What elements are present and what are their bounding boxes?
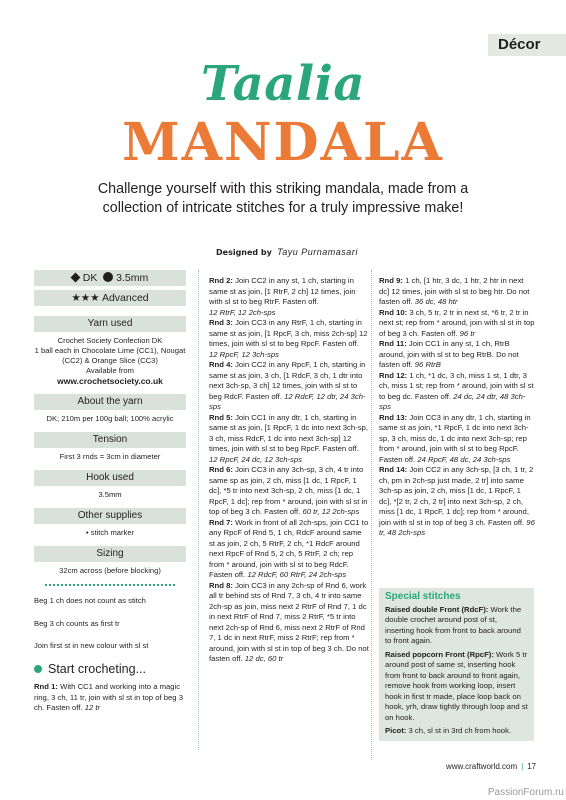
hook-used-text: 3.5mm — [98, 490, 122, 499]
round-count: 12 dc, 60 tr — [244, 654, 284, 663]
yarn-line: Crochet Society Confection DK — [57, 336, 163, 345]
round-count: 96 tr, 48 2ch-sps — [379, 517, 535, 537]
footer-url[interactable]: www.craftworld.com — [446, 762, 518, 771]
round-count: 96 RtrB — [414, 360, 441, 369]
round-label: Rnd 9: — [379, 276, 403, 285]
special-item — [385, 605, 528, 647]
round-2 — [209, 276, 369, 318]
section-tab: Décor — [488, 34, 566, 56]
special-text: 3 ch, sl st in 3rd ch from hook. — [408, 726, 512, 735]
round-9 — [379, 276, 535, 308]
level-stars: ★★★ — [71, 292, 100, 304]
special-item — [385, 650, 528, 724]
round-text: 1 ch, *1 dc, 3 ch, miss 1 st, 1 dtr, 3 ch, miss 1 st; rep from * around, join with sl st to beg dc. Fasten off. — [379, 370, 534, 401]
yarn-url[interactable]: www.crochetsociety.co.uk — [57, 376, 163, 386]
other-supplies-heading: Other supplies — [34, 508, 186, 524]
round-label: Rnd 3: — [209, 318, 233, 327]
round-label: Rnd 7: — [209, 517, 233, 527]
special-stitches-box — [379, 588, 534, 741]
yarn-used-text — [34, 336, 186, 386]
round-label: Rnd 4: — [209, 360, 233, 369]
note-item: Join first st in new colour with sl st — [34, 641, 149, 650]
round-text: Join CC2 in any 3ch-sp, [3 ch, 1 tr, 2 ch, pm in 2ch-sp just made, 2 tr] into same 3ch-sp as join, 2 ch, miss [1 dc, 1 RpcF, 1 dc], *[2 tr, 2 ch, 2 tr] into next 3ch-sp, 2 ch, miss [1 dc, 1 RpcF, 1 dc]; rep from * around, join with sl st in top of beg 3 ch. Fasten off. — [379, 465, 534, 527]
level-pill — [34, 290, 186, 306]
round-text: Join CC3 in any 2ch-sp of Rnd 6, work all tr behind sts of Rnd 7, 3 ch, 4 tr into same 2ch-sp as join, miss next 2 RtrF of Rnd 7, 1 dc in next RtrF of Rnd 7, miss 2 RtrF, *5 tr into next 2ch-sp of Rnd 6, miss next 2 RtrF of Rnd 7, 1 dc in next RtrF, miss 2 RtrF; rep from * around, join with sl st in top of beg 3 ch. Do not fasten off. — [209, 580, 369, 663]
round-label: Rnd 12: — [379, 370, 408, 380]
round-13 — [379, 413, 535, 466]
round-3 — [209, 318, 369, 360]
round-count: 12 RpcF, 12 3ch-sps — [209, 349, 279, 359]
footer — [446, 762, 536, 771]
bullet-icon — [34, 665, 42, 673]
dotted-divider — [45, 584, 175, 586]
round-count: 24 RpcF, 48 dc, 24 3ch-sps — [417, 454, 511, 464]
note-item: Beg 3 ch counts as first tr — [34, 618, 120, 628]
round-text: Join CC3 in any dtr, 1 ch, starting in same st as join, *1 RpcF, 1 dc into next 3ch-sp, 3 ch, miss dc, 1 dc into next 3ch-sp; rep from * around, join with sl st to beg RpcF. Fasten off. — [379, 412, 531, 464]
round-text: Work in front of all 2ch-sps, join CC1 to any RpcF of Rnd 5, 1 ch, RdcF around same st as join, 2 ch, 5 RtrF, 2 ch, *1 RdcF around next RpcF of Rnd 5, 2 ch, 5 RtrF, 2 ch; rep from * around, join with sl st to beg RdcF. Fasten off. — [209, 517, 369, 579]
special-label: Raised double Front (RdcF): — [385, 604, 489, 614]
round-text: Join CC2 in any st, 1 ch, starting in same st as join, [1 RtrF, 2 ch] 12 times, join with sl st to beg RtrF. Fasten off. — [209, 276, 356, 306]
round-text: Join CC3 in any RtrF, 1 ch, starting in same st as join, [1 RpcF, 3 ch, miss 2ch-sp] 12 times, join with sl st to beg RpcF. Fasten off. — [209, 318, 368, 348]
tension-heading: Tension — [34, 432, 186, 448]
round-label: Rnd 11: — [379, 339, 407, 348]
designer-label: Designed by — [216, 248, 272, 257]
round-count: 96 tr — [459, 328, 476, 338]
start-heading-text: Start crocheting... — [48, 661, 146, 676]
designer-name: Tayu Purnamasari — [277, 247, 358, 257]
intro-text: Challenge yourself with this striking mandala, made from a collection of intricate stitches for a truly impressive make! — [97, 181, 469, 216]
round-text: Join CC1 in any dtr, 1 ch, starting in same st as join, [1 RpcF, 1 dc into next 3ch-sp, 3 ch, miss RdcF, 1 dc into next 3ch-sp] 12 times, join with sl st to beg RpcF. Fasten off. — [209, 412, 368, 453]
designer-credit — [216, 247, 358, 257]
round-7 — [209, 518, 369, 581]
round-count: 36 dc, 48 htr — [414, 297, 458, 306]
about-yarn-text: DK; 210m per 100g ball; 100% acrylic — [46, 414, 174, 423]
round-text: Join CC2 in any RpcF, 1 ch, starting in same st as join, 3 ch, [1 RdcF, 3 ch, 1 dtr into next 3ch-sp, 3 ch] 12 times, join with sl st to beg RdcF. Fasten off. — [209, 360, 366, 401]
footer-divider: | — [521, 762, 524, 771]
yarn-weight-icon — [70, 273, 80, 283]
round-10 — [379, 308, 535, 340]
about-yarn-heading: About the yarn — [34, 394, 186, 410]
left-column — [34, 270, 186, 714]
special-label: Picot: — [385, 726, 407, 735]
round-label: Rnd 13: — [379, 412, 408, 422]
hook-icon — [103, 272, 113, 282]
note-item: Beg 1 ch does not count as stitch — [34, 596, 146, 605]
round-label: Rnd 1: — [34, 682, 58, 691]
round-label: Rnd 10: — [379, 307, 408, 317]
round-8 — [209, 581, 369, 665]
special-item — [385, 726, 528, 737]
other-supplies-text: • stitch marker — [85, 528, 135, 537]
start-heading — [34, 661, 186, 676]
round-text: Join CC1 in any st, 1 ch, RtrB around, join with sl st to beg RtrB. Do not fasten off. — [379, 339, 519, 369]
round-text: With CC1 and working into a magic ring, 3 ch, 11 tr, join with sl st in top of beg 3 ch. Fasten off. — [34, 682, 183, 712]
tension-text: First 3 rnds = 3cm in diameter — [59, 452, 161, 461]
round-count: 12 RdcF, 60 RtrF, 24 2ch-sps — [247, 570, 347, 579]
round-12 — [379, 371, 535, 413]
round-1 — [34, 682, 186, 714]
round-count: 12 RdcF, 12 dtr, 24 3ch-sps — [209, 391, 366, 411]
round-text: 3 ch, 5 tr, 2 tr in next st, *6 tr, 2 tr in next st; rep from * around, join with sl st in top of beg 3 ch. Fasten off. — [379, 307, 535, 338]
round-label: Rnd 14: — [379, 465, 408, 474]
round-count: 60 tr, 12 2ch-sps — [302, 507, 360, 516]
round-text: Join CC3 in any 3ch-sp, 3 ch, 4 tr into same sp as join, 2 ch, miss [1 dc, 1 RpcF, 1 dc], *5 tr into next 3ch-sp, 2 ch, miss [1 dc, 1 RpcF, 1 dc]; rep from * around, join with sl st in top of beg 3 ch. Fasten off. — [209, 465, 368, 516]
round-11 — [379, 339, 535, 371]
hook-used-heading: Hook used — [34, 470, 186, 486]
hook-size: 3.5mm — [116, 272, 149, 284]
special-heading: Special stitches — [385, 591, 461, 602]
page-number: 17 — [527, 762, 537, 771]
round-label: Rnd 6: — [209, 465, 233, 474]
round-label: Rnd 5: — [209, 412, 233, 422]
level-text: Advanced — [101, 292, 149, 304]
special-text: Work 5 tr around post of same st, inserting hook from front to back around to front again, remove hook from working loop, insert hook in first tr made, place loop back on hook, yrh, draw tightly through loop and st on hook. — [385, 649, 528, 722]
yarn-line: Available from — [86, 366, 134, 375]
column-divider — [371, 270, 372, 760]
yarn-used-heading: Yarn used — [34, 316, 186, 332]
special-label: Raised popcorn Front (RpcF): — [385, 649, 494, 659]
middle-column — [209, 276, 369, 665]
round-count: 12 RpcF, 24 dc, 12 3ch-sps — [209, 454, 303, 464]
yarn-line: 1 ball each in Chocolate Lime (CC1), Nougat — [34, 346, 186, 355]
right-column — [379, 276, 535, 539]
round-5 — [209, 413, 369, 466]
round-4 — [209, 360, 369, 413]
title-line-2: MANDALA — [122, 112, 444, 173]
yarn-weight: DK — [82, 272, 98, 284]
round-6 — [209, 465, 369, 518]
spec-pill — [34, 270, 186, 286]
column-divider — [198, 270, 199, 750]
round-count: 12 tr — [84, 703, 101, 712]
round-count: 12 RtrF, 12 2ch-sps — [209, 307, 276, 317]
sizing-heading: Sizing — [34, 546, 186, 562]
round-14 — [379, 465, 535, 539]
watermark: PassionForum.ru — [487, 787, 564, 798]
yarn-line: (CC2) & Orange Slice (CC3) — [62, 356, 158, 365]
special-text: Work the double crochet around post of st, inserting hook from front to back around to front again. — [385, 604, 522, 645]
title-line-1: Taalia — [201, 56, 365, 112]
round-label: Rnd 8: — [209, 580, 233, 590]
round-text: 1 ch, [1 htr, 3 dc, 1 htr, 2 htr in next dc] 12 times, join with sl st to beg htr. Do not fasten off. — [379, 276, 530, 306]
round-label: Rnd 2: — [209, 276, 233, 285]
sizing-text: 32cm across (before blocking) — [59, 566, 161, 575]
round-count: 24 dc, 24 dtr, 48 3ch-sps — [379, 391, 526, 411]
